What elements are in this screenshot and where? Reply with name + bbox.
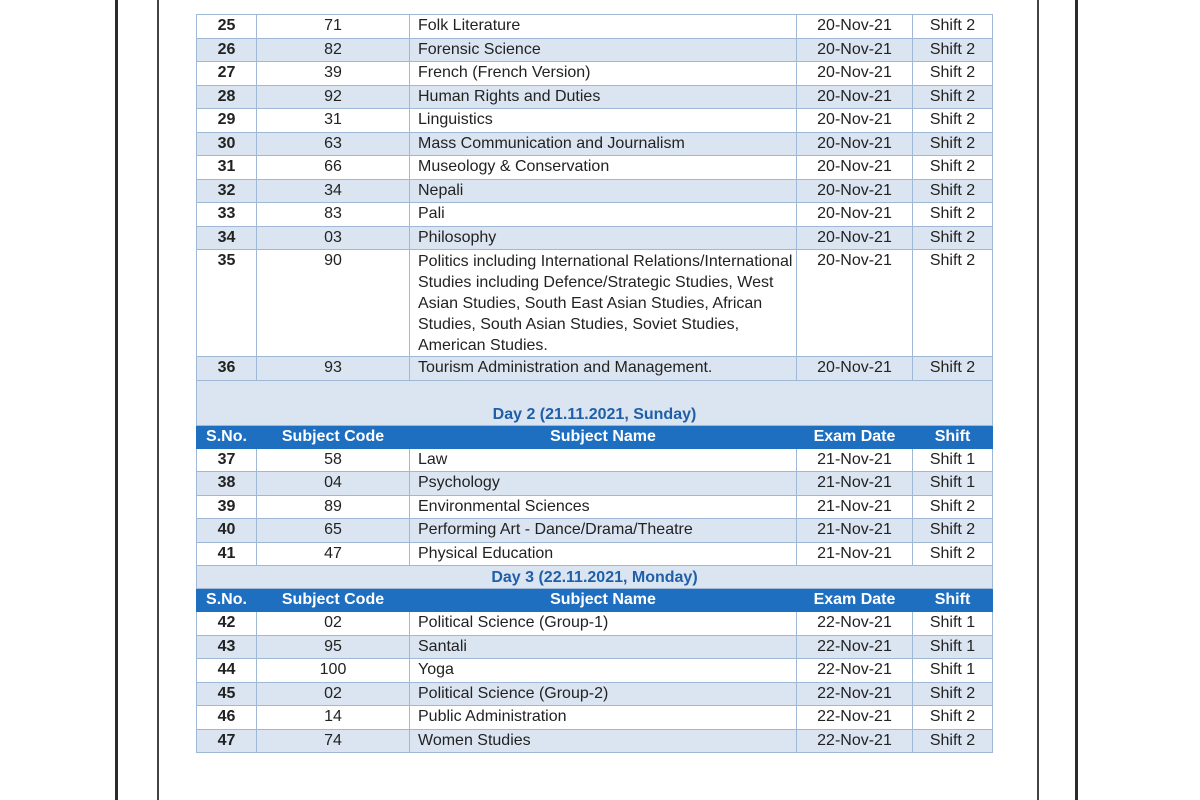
header-serial-number: S.No. bbox=[197, 589, 257, 612]
table-header-row bbox=[197, 589, 993, 612]
exam-date-cell: 22-Nov-21 bbox=[797, 659, 913, 683]
table-row bbox=[197, 495, 993, 519]
exam-date-cell: 20-Nov-21 bbox=[797, 156, 913, 180]
subject-code-cell: 82 bbox=[257, 38, 410, 62]
exam-date-cell: 21-Nov-21 bbox=[797, 448, 913, 472]
subject-name-cell: Law bbox=[410, 448, 797, 472]
subject-code-cell: 95 bbox=[257, 635, 410, 659]
subject-code-cell: 83 bbox=[257, 203, 410, 227]
serial-number-cell: 47 bbox=[197, 729, 257, 753]
exam-date-cell: 20-Nov-21 bbox=[797, 85, 913, 109]
exam-date-cell: 20-Nov-21 bbox=[797, 15, 913, 39]
table-row bbox=[197, 659, 993, 683]
table-row bbox=[197, 612, 993, 636]
subject-code-cell: 04 bbox=[257, 472, 410, 496]
table-row bbox=[197, 357, 993, 381]
subject-name-cell: Psychology bbox=[410, 472, 797, 496]
exam-date-cell: 20-Nov-21 bbox=[797, 250, 913, 357]
shift-cell: Shift 1 bbox=[913, 659, 993, 683]
table-header-row bbox=[197, 425, 993, 448]
header-shift: Shift bbox=[913, 589, 993, 612]
exam-date-cell: 21-Nov-21 bbox=[797, 472, 913, 496]
table-row bbox=[197, 203, 993, 227]
subject-name-cell: Forensic Science bbox=[410, 38, 797, 62]
serial-number-cell: 37 bbox=[197, 448, 257, 472]
day-3-title-row bbox=[197, 566, 993, 589]
shift-cell: Shift 1 bbox=[913, 635, 993, 659]
subject-name-cell: Human Rights and Duties bbox=[410, 85, 797, 109]
subject-name-cell: Mass Communication and Journalism bbox=[410, 132, 797, 156]
exam-date-cell: 22-Nov-21 bbox=[797, 682, 913, 706]
subject-code-cell: 66 bbox=[257, 156, 410, 180]
serial-number-cell: 26 bbox=[197, 38, 257, 62]
table-row bbox=[197, 472, 993, 496]
serial-number-cell: 43 bbox=[197, 635, 257, 659]
subject-name-cell: Linguistics bbox=[410, 109, 797, 133]
page-frame-inner-left bbox=[157, 0, 159, 800]
shift-cell: Shift 1 bbox=[913, 612, 993, 636]
shift-cell: Shift 2 bbox=[913, 179, 993, 203]
subject-code-cell: 74 bbox=[257, 729, 410, 753]
subject-code-cell: 39 bbox=[257, 62, 410, 86]
serial-number-cell: 36 bbox=[197, 357, 257, 381]
subject-name-cell: Philosophy bbox=[410, 226, 797, 250]
table-row bbox=[197, 682, 993, 706]
table-row bbox=[197, 519, 993, 543]
subject-name-cell: Performing Art - Dance/Drama/Theatre bbox=[410, 519, 797, 543]
subject-name-cell: Tourism Administration and Management. bbox=[410, 357, 797, 381]
table-row bbox=[197, 542, 993, 566]
exam-schedule-document bbox=[196, 14, 992, 753]
table-row bbox=[197, 62, 993, 86]
header-exam-date: Exam Date bbox=[797, 589, 913, 612]
table-row bbox=[197, 109, 993, 133]
table-row bbox=[197, 635, 993, 659]
serial-number-cell: 45 bbox=[197, 682, 257, 706]
shift-cell: Shift 2 bbox=[913, 85, 993, 109]
serial-number-cell: 30 bbox=[197, 132, 257, 156]
subject-name-cell: Environmental Sciences bbox=[410, 495, 797, 519]
exam-date-cell: 20-Nov-21 bbox=[797, 226, 913, 250]
day-2-title-row bbox=[197, 380, 993, 425]
table-row bbox=[197, 156, 993, 180]
serial-number-cell: 38 bbox=[197, 472, 257, 496]
table-row bbox=[197, 448, 993, 472]
shift-cell: Shift 2 bbox=[913, 132, 993, 156]
exam-date-cell: 21-Nov-21 bbox=[797, 542, 913, 566]
page-frame-inner-right bbox=[1037, 0, 1039, 800]
serial-number-cell: 40 bbox=[197, 519, 257, 543]
table-row bbox=[197, 226, 993, 250]
subject-name-cell: Pali bbox=[410, 203, 797, 227]
shift-cell: Shift 2 bbox=[913, 109, 993, 133]
serial-number-cell: 28 bbox=[197, 85, 257, 109]
serial-number-cell: 33 bbox=[197, 203, 257, 227]
exam-schedule-table bbox=[196, 14, 993, 753]
header-subject-name: Subject Name bbox=[410, 425, 797, 448]
page-frame-outer-right bbox=[1075, 0, 1078, 800]
serial-number-cell: 42 bbox=[197, 612, 257, 636]
exam-date-cell: 20-Nov-21 bbox=[797, 203, 913, 227]
table-row bbox=[197, 38, 993, 62]
shift-cell: Shift 2 bbox=[913, 203, 993, 227]
subject-name-cell: Public Administration bbox=[410, 706, 797, 730]
subject-code-cell: 71 bbox=[257, 15, 410, 39]
header-subject-code: Subject Code bbox=[257, 425, 410, 448]
shift-cell: Shift 2 bbox=[913, 226, 993, 250]
subject-name-cell: Santali bbox=[410, 635, 797, 659]
subject-code-cell: 92 bbox=[257, 85, 410, 109]
header-serial-number: S.No. bbox=[197, 425, 257, 448]
shift-cell: Shift 2 bbox=[913, 542, 993, 566]
exam-date-cell: 20-Nov-21 bbox=[797, 38, 913, 62]
exam-date-cell: 20-Nov-21 bbox=[797, 109, 913, 133]
serial-number-cell: 32 bbox=[197, 179, 257, 203]
subject-code-cell: 47 bbox=[257, 542, 410, 566]
header-shift: Shift bbox=[913, 425, 993, 448]
subject-name-cell: Physical Education bbox=[410, 542, 797, 566]
shift-cell: Shift 2 bbox=[913, 706, 993, 730]
shift-cell: Shift 2 bbox=[913, 15, 993, 39]
day-title: Day 3 (22.11.2021, Monday) bbox=[197, 566, 993, 589]
exam-date-cell: 22-Nov-21 bbox=[797, 635, 913, 659]
exam-date-cell: 22-Nov-21 bbox=[797, 706, 913, 730]
serial-number-cell: 29 bbox=[197, 109, 257, 133]
shift-cell: Shift 1 bbox=[913, 472, 993, 496]
subject-code-cell: 65 bbox=[257, 519, 410, 543]
shift-cell: Shift 2 bbox=[913, 357, 993, 381]
table-row bbox=[197, 15, 993, 39]
subject-name-cell: Museology & Conservation bbox=[410, 156, 797, 180]
serial-number-cell: 44 bbox=[197, 659, 257, 683]
serial-number-cell: 31 bbox=[197, 156, 257, 180]
subject-name-cell: Politics including International Relations/International Studies including Defence/Strategic Studies, West Asian Studies, South East Asian Studies, African Studies, South Asian Studies, Soviet Studies, American Studies. bbox=[410, 250, 797, 357]
shift-cell: Shift 2 bbox=[913, 729, 993, 753]
shift-cell: Shift 2 bbox=[913, 156, 993, 180]
table-row bbox=[197, 729, 993, 753]
subject-name-cell: Political Science (Group-2) bbox=[410, 682, 797, 706]
exam-schedule-body bbox=[197, 15, 993, 753]
exam-date-cell: 22-Nov-21 bbox=[797, 612, 913, 636]
subject-code-cell: 31 bbox=[257, 109, 410, 133]
exam-date-cell: 21-Nov-21 bbox=[797, 495, 913, 519]
shift-cell: Shift 2 bbox=[913, 682, 993, 706]
exam-date-cell: 20-Nov-21 bbox=[797, 62, 913, 86]
serial-number-cell: 39 bbox=[197, 495, 257, 519]
serial-number-cell: 25 bbox=[197, 15, 257, 39]
serial-number-cell: 46 bbox=[197, 706, 257, 730]
subject-code-cell: 02 bbox=[257, 612, 410, 636]
subject-name-cell: Yoga bbox=[410, 659, 797, 683]
exam-date-cell: 22-Nov-21 bbox=[797, 729, 913, 753]
serial-number-cell: 41 bbox=[197, 542, 257, 566]
subject-code-cell: 93 bbox=[257, 357, 410, 381]
subject-code-cell: 02 bbox=[257, 682, 410, 706]
subject-name-cell: Women Studies bbox=[410, 729, 797, 753]
subject-code-cell: 89 bbox=[257, 495, 410, 519]
shift-cell: Shift 2 bbox=[913, 38, 993, 62]
subject-code-cell: 100 bbox=[257, 659, 410, 683]
subject-name-cell: Folk Literature bbox=[410, 15, 797, 39]
subject-code-cell: 90 bbox=[257, 250, 410, 357]
exam-date-cell: 21-Nov-21 bbox=[797, 519, 913, 543]
shift-cell: Shift 2 bbox=[913, 250, 993, 357]
shift-cell: Shift 2 bbox=[913, 62, 993, 86]
exam-date-cell: 20-Nov-21 bbox=[797, 132, 913, 156]
table-row bbox=[197, 706, 993, 730]
serial-number-cell: 27 bbox=[197, 62, 257, 86]
subject-name-cell: French (French Version) bbox=[410, 62, 797, 86]
header-subject-code: Subject Code bbox=[257, 589, 410, 612]
table-row bbox=[197, 179, 993, 203]
exam-date-cell: 20-Nov-21 bbox=[797, 357, 913, 381]
header-exam-date: Exam Date bbox=[797, 425, 913, 448]
shift-cell: Shift 2 bbox=[913, 519, 993, 543]
subject-name-cell: Political Science (Group-1) bbox=[410, 612, 797, 636]
header-subject-name: Subject Name bbox=[410, 589, 797, 612]
subject-code-cell: 14 bbox=[257, 706, 410, 730]
table-row bbox=[197, 132, 993, 156]
subject-code-cell: 03 bbox=[257, 226, 410, 250]
serial-number-cell: 35 bbox=[197, 250, 257, 357]
subject-name-cell: Nepali bbox=[410, 179, 797, 203]
subject-code-cell: 63 bbox=[257, 132, 410, 156]
day-title: Day 2 (21.11.2021, Sunday) bbox=[197, 380, 993, 425]
subject-code-cell: 34 bbox=[257, 179, 410, 203]
subject-code-cell: 58 bbox=[257, 448, 410, 472]
serial-number-cell: 34 bbox=[197, 226, 257, 250]
shift-cell: Shift 2 bbox=[913, 495, 993, 519]
table-row bbox=[197, 85, 993, 109]
page-frame-outer-left bbox=[115, 0, 118, 800]
shift-cell: Shift 1 bbox=[913, 448, 993, 472]
exam-date-cell: 20-Nov-21 bbox=[797, 179, 913, 203]
table-row bbox=[197, 250, 993, 357]
